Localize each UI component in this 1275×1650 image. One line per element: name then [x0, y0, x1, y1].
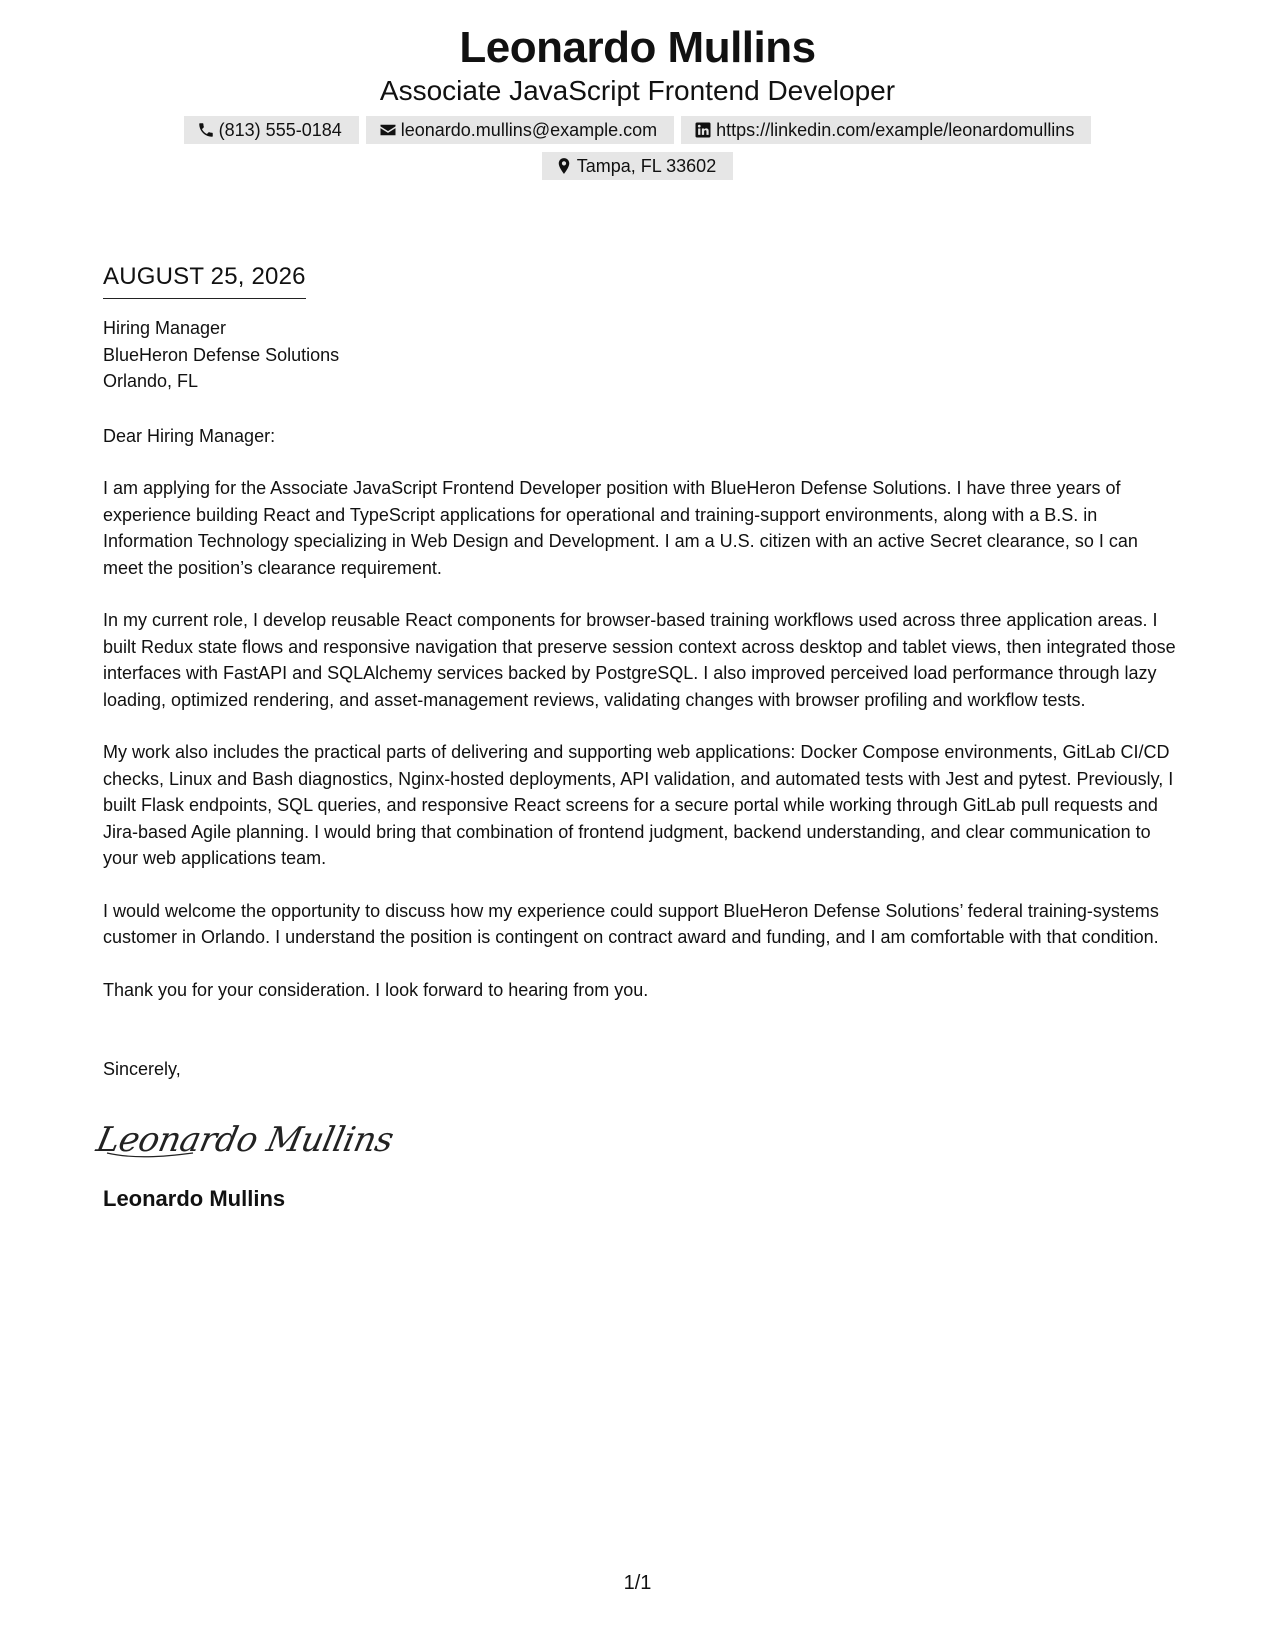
body-paragraph: In my current role, I develop reusable React components for browser-based training workflows used across three application areas. I built Redux state flows and responsive navigation that preserve session context across desktop and tablet views, then integrated those interfaces with FastAPI and SQLAlchemy services backed by PostgreSQL. I also improved perceived load performance through lazy loading, optimized rendering, and asset-management reviews, validating changes with browser profiling and workflow tests.	[103, 610, 1176, 710]
closing-line: Thank you for your consideration. I look forward to hearing from you.	[103, 979, 649, 1000]
page-number: 1/1	[623, 1572, 652, 1594]
body-paragraph: I am applying for the Associate JavaScript Frontend Developer position with BlueHeron Defense Solutions. I have three years of experience building React and TypeScript applications for operational and training-support environments, along with a B.S. in Information Technology specializing in Web Design and Development. I am a U.S. citizen with an active Secret clearance, so I can meet the position’s clearance requirement.	[103, 478, 1138, 578]
letter-body	[93, 262, 1178, 1213]
contact-email[interactable]	[366, 116, 674, 144]
phone-text: (813) 555-0184	[218, 119, 342, 140]
handwritten-signature	[93, 1113, 1178, 1163]
contact-linkedin[interactable]	[681, 116, 1091, 144]
body-paragraph: My work also includes the practical parts of delivering and supporting web applications: Docker Compose environments, GitLab CI/CD checks, Linux and Bash diagnostics, Nginx-hosted deployments, API validation, and automated tests with Jest and pytest. Previously, I built Flask endpoints, SQL queries, and responsive React screens for a secure portal while working through GitLab pull requests and Jira-based Agile planning. I would bring that combination of frontend judgment, backend understanding, and clear communication to your web applications team.	[103, 742, 1174, 868]
recipient-block	[103, 315, 1178, 395]
map-pin-icon	[555, 157, 573, 175]
phone-icon	[197, 121, 215, 139]
letter-date: AUGUST 25, 2026	[103, 262, 306, 299]
applicant-name: Leonardo Mullins	[459, 23, 816, 72]
contact-bar	[138, 116, 1138, 180]
signed-name: Leonardo Mullins	[103, 1185, 286, 1211]
contact-phone[interactable]	[184, 116, 359, 144]
recipient-title: Hiring Manager	[103, 318, 227, 338]
body-paragraph: I would welcome the opportunity to discuss how my experience could support BlueHeron Defense Solutions’ federal training-systems customer in Orlando. I understand the position is contingent on contract award and funding, and I am comfortable with that condition.	[103, 900, 1159, 947]
svg-text:Leonardo Mullins: Leonardo Mullins	[93, 1119, 397, 1160]
salutation: Dear Hiring Manager:	[103, 425, 276, 446]
letter-header	[0, 22, 1275, 180]
linkedin-text: https://linkedin.com/example/leonardomullins	[716, 119, 1075, 140]
linkedin-icon	[694, 121, 712, 139]
email-text: leonardo.mullins@example.com	[400, 119, 658, 140]
applicant-role: Associate JavaScript Frontend Developer	[379, 75, 896, 106]
location-text: Tampa, FL 33602	[576, 155, 717, 176]
contact-location	[542, 152, 733, 180]
envelope-icon	[379, 121, 397, 139]
recipient-company: BlueHeron Defense Solutions	[103, 344, 340, 365]
signature-image	[93, 1113, 397, 1163]
recipient-location: Orlando, FL	[103, 371, 199, 391]
sign-off: Sincerely,	[103, 1059, 181, 1079]
